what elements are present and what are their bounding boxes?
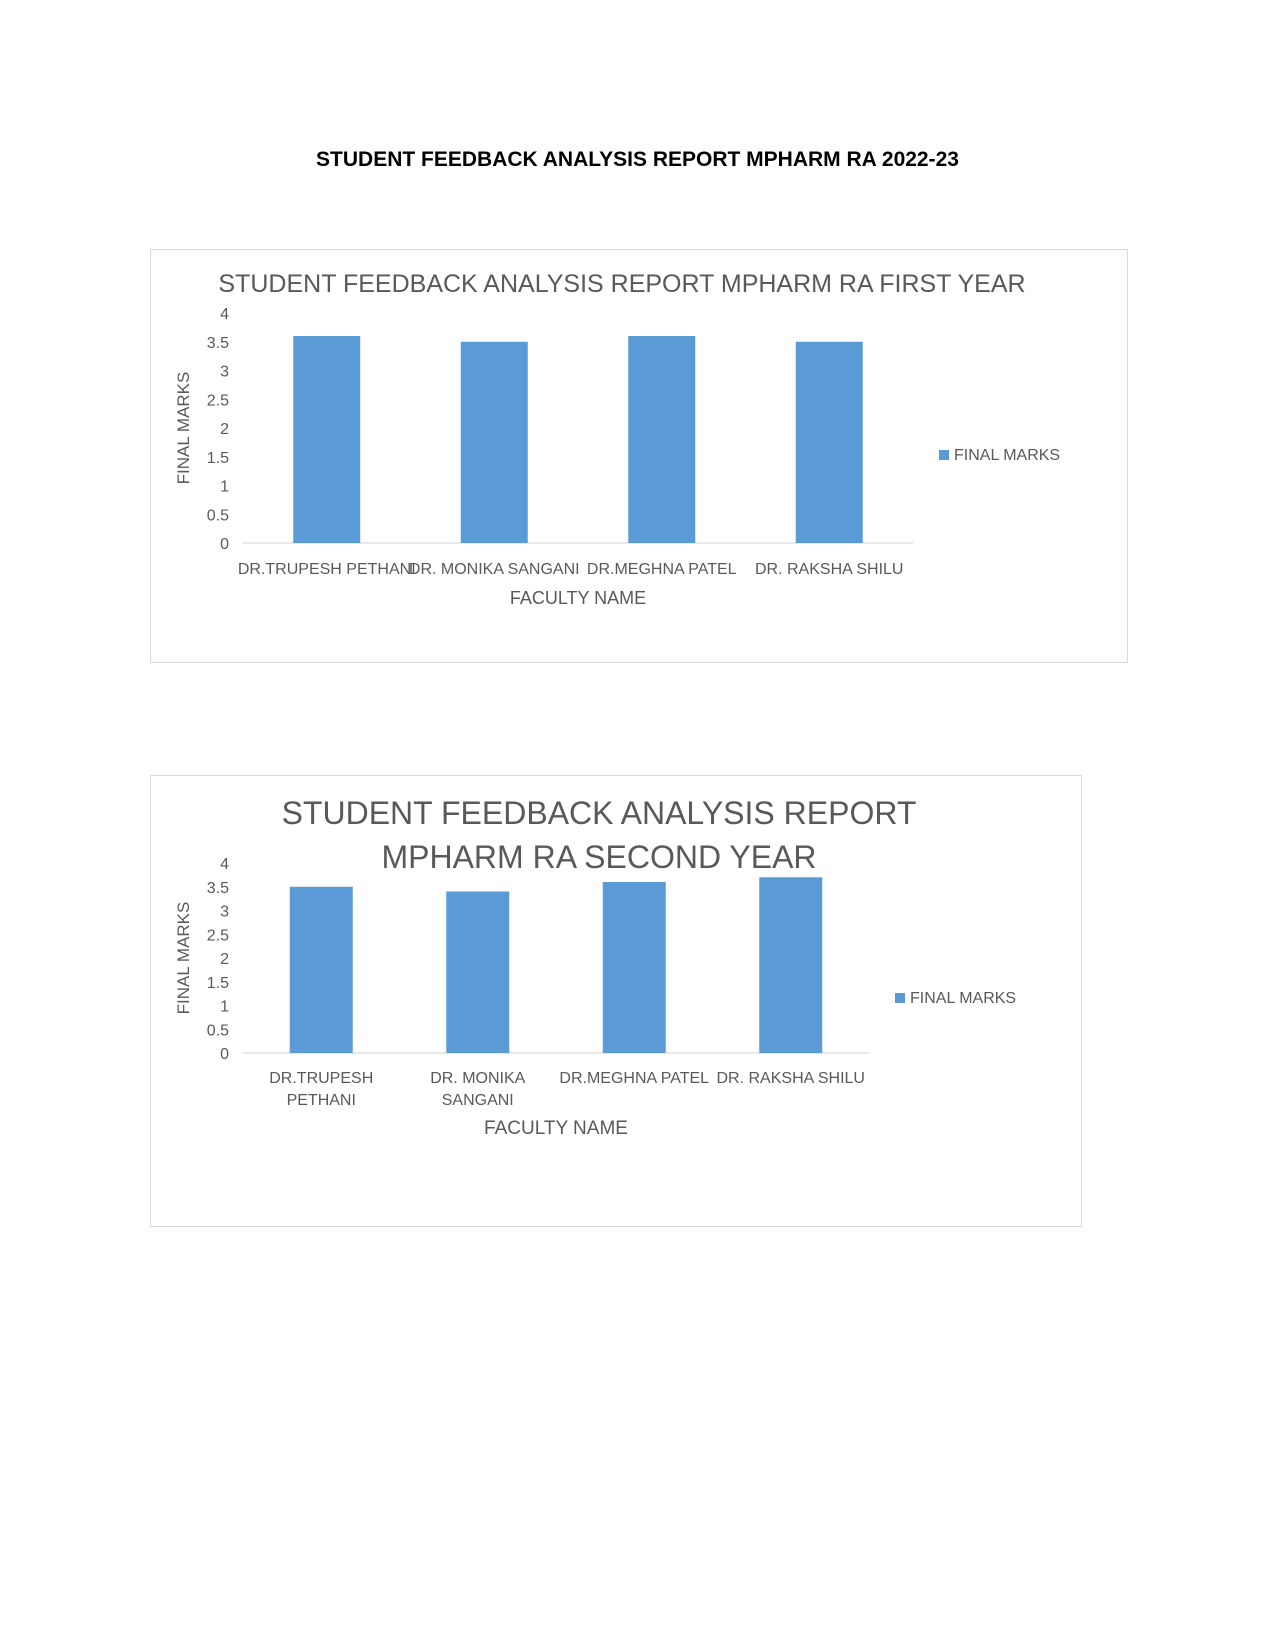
chart2-bar-4: [759, 877, 822, 1053]
chart2-y-tick-label: 3: [220, 903, 229, 921]
chart1-bar-4: [796, 342, 863, 543]
chart1-y-tick-label: 0: [220, 536, 229, 553]
chart2-y-tick-label: 1.5: [206, 974, 229, 992]
chart1-y-tick-label: 3.5: [206, 334, 229, 352]
chart1-y-tick-label: 2: [220, 421, 229, 438]
chart1-bar-1: [293, 336, 360, 543]
chart1-bar-3: [628, 336, 695, 543]
chart2-y-tick-label: 0: [220, 1046, 229, 1063]
chart2-category-label: PETHANI: [286, 1092, 356, 1109]
chart1-category-label: DR. RAKSHA SHILU: [755, 561, 904, 578]
chart1-legend-label: FINAL MARKS: [954, 447, 1061, 464]
chart1-y-tick-label: 2.5: [206, 392, 229, 410]
chart1-x-axis-title: FACULTY NAME: [509, 588, 647, 608]
chart1-y-tick-label: 1.5: [206, 449, 229, 467]
chart2-title-line: STUDENT FEEDBACK ANALYSIS REPORT: [281, 795, 917, 831]
chart1-legend-swatch: [939, 450, 949, 460]
chart2-bar-3: [603, 882, 666, 1053]
chart2-legend-swatch: [895, 993, 905, 1003]
chart1-bar-2: [461, 342, 528, 543]
chart2-y-axis-title: FINAL MARKS: [174, 901, 193, 1015]
chart-first-year: [150, 249, 1128, 663]
chart2-bar-1: [290, 887, 353, 1053]
chart2-y-tick-label: 2: [220, 951, 229, 968]
chart2-bar-2: [446, 892, 509, 1054]
document-title: STUDENT FEEDBACK ANALYSIS REPORT MPHARM RA 2022-23: [316, 148, 959, 171]
chart1-y-tick-label: 4: [220, 306, 229, 323]
chart2-title-line: MPHARM RA SECOND YEAR: [381, 839, 817, 875]
chart2-y-tick-label: 2.5: [206, 927, 229, 945]
chart1-y-tick-label: 0.5: [206, 507, 229, 525]
chart2-y-tick-label: 3.5: [206, 879, 229, 897]
chart2-category-label: DR. RAKSHA SHILU: [716, 1070, 865, 1087]
chart2-x-axis-title: FACULTY NAME: [484, 1118, 628, 1139]
chart2-y-tick-label: 0.5: [206, 1022, 229, 1040]
chart1-y-tick-label: 3: [220, 363, 229, 381]
chart-second-year-svg: [151, 776, 1083, 1228]
chart1-y-axis-title: FINAL MARKS: [174, 371, 193, 485]
chart2-y-tick-label: 4: [220, 856, 229, 873]
chart2-category-label: DR.TRUPESH: [269, 1070, 374, 1087]
chart-second-year: [150, 775, 1082, 1227]
chart2-category-label: DR. MONIKA: [430, 1070, 526, 1087]
chart1-y-tick-label: 1: [220, 478, 229, 496]
chart2-category-label: DR.MEGHNA PATEL: [559, 1070, 710, 1087]
chart2-y-tick-label: 1: [220, 998, 229, 1016]
chart2-category-label: SANGANI: [441, 1092, 514, 1109]
chart2-legend-label: FINAL MARKS: [910, 990, 1017, 1007]
chart1-category-label: DR.MEGHNA PATEL: [586, 561, 737, 578]
chart1-category-label: DR. MONIKA SANGANI: [408, 561, 580, 578]
chart-first-year-svg: [151, 250, 1129, 664]
chart1-title-line: STUDENT FEEDBACK ANALYSIS REPORT MPHARM RA FIRST YEAR: [218, 270, 1026, 298]
chart1-category-label: DR.TRUPESH PETHANI: [237, 561, 416, 578]
